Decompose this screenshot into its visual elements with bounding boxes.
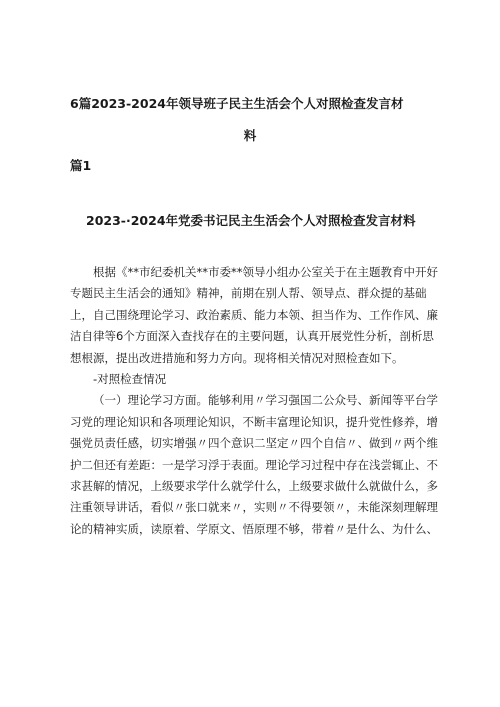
paragraph-line: 习党的理论知识和各项理论知识，不断丰富理论知识，提升党性修养，增 (70, 414, 438, 429)
paragraph-line: 强党员责任感，切实增强〃四个意识二坚定〃四个自信〃、做到〃两个维 (70, 436, 438, 451)
paragraph-line: （一）理论学习方面。能够利用〃学习强国二公众号、新闻等平台学 (93, 393, 438, 408)
heading-line: -对照检查情况 (93, 372, 167, 387)
document-body (70, 262, 442, 540)
document-title-continuation: 料 (243, 128, 257, 143)
paragraph-line: 论的精神实质，读原着、学原文、悟原理不够，带着〃是什么、为什么、 (70, 521, 438, 536)
intro-line: 洁自律等6个方面深入查找存在的主要问题，认真开展党性分析，剖析思 (70, 329, 434, 344)
intro-paragraph (70, 262, 442, 369)
intro-line: 上，自己围绕理论学习、政治素质、能力本领、担当作为、工作作风、廉 (70, 307, 438, 322)
document-title: 6篇2023-2024年领导班子民主生活会个人对照检查发言材 (70, 96, 404, 111)
intro-line: 专题民主生活会的通知》精神，前期在别人帮、领导点、群众提的基础 (70, 286, 427, 301)
section-heading (70, 369, 442, 390)
paragraph-line: 注重领导讲话，看似〃张口就来〃，实则〃不得要领〃，未能深刻理解理 (70, 500, 438, 515)
intro-line: 想根源，提出改进措施和努力方向。现将相关情况对照检查如下。 (70, 350, 404, 365)
paragraph-line: 求甚解的情况，上级要求学什么就学什么，上级要求做什么就做什么，多 (70, 479, 438, 494)
article-subtitle: 2023-·2024年党委书记民主生活会个人对照检查发言材料 (86, 213, 416, 228)
theory-study-paragraph (70, 390, 442, 540)
intro-line: 根据《**市纪委机关**市委**领导小组办公室关于在主题教育中开好 (93, 265, 438, 279)
paragraph-line: 护二但还有差距：一是学习浮于表面。理论学习过程中存在浅尝辄止、不 (70, 457, 438, 472)
section-label: 篇1 (70, 158, 92, 173)
